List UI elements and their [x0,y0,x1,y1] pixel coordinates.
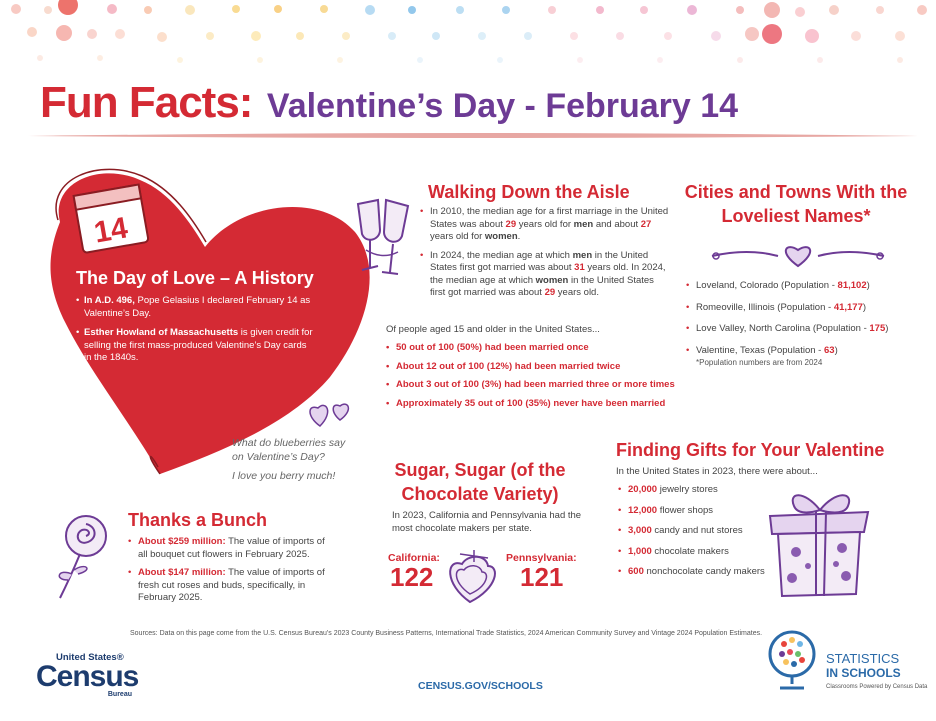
city-item: • Loveland, Colorado (Population - 81,102) [686,280,926,293]
history-title: The Day of Love – A History [76,268,314,288]
thanks-item: • About $259 million: The value of imports of all bouquet cut flowers in February 2025. [128,536,328,561]
gift-box-icon [764,482,876,600]
census-logo-bureau: Bureau [107,691,132,698]
cities-title: Cities and Towns With the Loveliest Names* [684,182,908,226]
city-item: • Valentine, Texas (Population - 63) [686,345,926,358]
sis-line-1: STATISTICS [826,651,900,666]
sis-line-3: Classrooms Powered by Census Data [826,684,928,690]
aisle-title: Walking Down the Aisle [428,182,630,202]
sugar-text: In 2023, California and Pennsylvania had the most chocolate makers per state. [392,510,582,534]
page-title [40,78,738,128]
history-item-1: • In A.D. 496, Pope Gelasius I declared February 14 as Valentine’s Day. [76,295,316,320]
census-logo-us: United States® [56,652,124,663]
confetti-dots-decoration [0,0,936,80]
champagne-glasses-icon [352,190,416,280]
title-fun-facts: Fun Facts: [40,78,253,127]
history-section [76,268,316,372]
aisle-intro: Of people aged 15 and older in the United States... [386,324,600,335]
marriage-stat: • About 3 out of 100 (3%) had been married three or more times [386,379,686,392]
sugar-title: Sugar, Sugar (of the Chocolate Variety) [394,460,566,504]
city-item: • Romeoville, Illinois (Population - 41,177) [686,302,926,315]
gift-item: • 20,000 jewelry stores [618,484,788,497]
thanks-list [128,536,328,611]
gift-item: • 1,000 chocolate makers [618,546,788,559]
gifts-list [618,484,788,587]
census-bureau-logo [36,652,146,698]
history-item-2: • Esther Howland of Massachusetts is given credit for selling the first mass-produced Valentine’s Day cards in the 1840s. [76,327,316,365]
aisle-section [420,206,670,306]
pennsylvania-label: Pennsylvania: [506,552,577,564]
census-schools-link[interactable]: CENSUS.GOV/SCHOOLS [418,680,543,692]
title-underline-decoration [28,132,918,140]
calendar-day: 14 [91,211,131,250]
gift-item: • 600 nonchocolate candy makers [618,566,788,579]
aisle-p1: • In 2010, the median age for a first marriage in the United States was about 29 years old for men and about 27 years old for women. [420,206,670,244]
double-heart-icon [304,398,356,428]
marriage-stat: • Approximately 35 out of 100 (35%) never have been married [386,398,686,411]
marriage-stat: • 50 out of 100 (50%) had been married once [386,342,686,355]
sources-note: Sources: Data on this page come from the U.S. Census Bureau’s 2023 County Business Patterns, International Trade Statistics, 2024 American Community Survey and Vintage 2024 Population Estimates. [130,630,763,637]
thanks-title: Thanks a Bunch [128,510,268,530]
gifts-intro: In the United States in 2023, there were about... [616,466,818,477]
chocolate-box-heart-icon [438,548,502,606]
california-value: 122 [390,562,434,592]
heart-flourish-icon [708,240,888,270]
marriage-stat: • About 12 out of 100 (12%) had been married twice [386,361,686,374]
gifts-title: Finding Gifts for Your Valentine [616,440,885,460]
joke-question: What do blueberries say on Valentine’s Day? [232,437,346,463]
marriage-stats-list [386,342,686,416]
city-item: • Love Valley, North Carolina (Population - 175) [686,323,926,336]
gift-item: • 12,000 flower shops [618,505,788,518]
joke-answer: I love you berry much! [232,470,336,482]
statistics-in-schools-logo [826,652,927,694]
aisle-p2: • In 2024, the median age at which men in the United States first got married was about 31 years old. In 2024, the median age at which women in the United States first got married was about 29 years old. [420,250,670,300]
pennsylvania-value: 121 [520,562,564,592]
cities-list [686,280,926,366]
thanks-item: • About $147 million: The value of imports of fresh cut roses and buds, specifically, in February 2025. [128,567,328,605]
cities-note: *Population numbers are from 2024 [696,358,823,367]
title-valentines-day: Valentine’s Day - February 14 [266,87,739,125]
rose-icon [48,508,120,600]
gift-item: • 3,000 candy and nut stores [618,525,788,538]
california-label: California: [388,552,440,564]
census-logo-word: Census [36,660,139,693]
sis-line-2: IN SCHOOLS [826,666,901,680]
